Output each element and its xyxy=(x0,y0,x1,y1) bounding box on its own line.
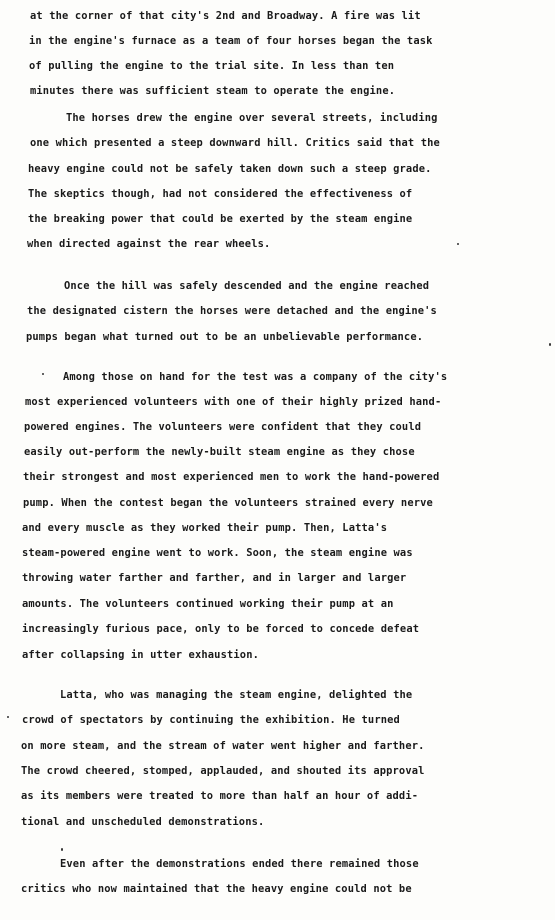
ink-speck xyxy=(42,373,44,375)
ink-speck xyxy=(7,716,9,718)
paragraph-5-line-3: on more steam, and the stream of water went higher and farther. xyxy=(21,740,425,752)
paragraph-4-line-4: easily out-perform the newly-built steam engine as they chose xyxy=(24,446,415,458)
paragraph-1-line-4: minutes there was sufficient steam to operate the engine. xyxy=(30,85,396,97)
paragraph-2-line-4: The skeptics though, had not considered the effectiveness of xyxy=(28,188,413,200)
ink-speck xyxy=(549,343,551,346)
paragraph-1-line-2: in the engine's furnace as a team of four horses began the task xyxy=(29,35,433,47)
ink-speck xyxy=(457,243,459,245)
paragraph-5-line-2: crowd of spectators by continuing the exhibition. He turned xyxy=(22,714,400,726)
paragraph-5-line-1: Latta, who was managing the steam engine, delighted the xyxy=(60,689,413,701)
paragraph-2-line-1: The horses drew the engine over several streets, including xyxy=(66,112,438,124)
paragraph-3-line-1: Once the hill was safely descended and the engine reached xyxy=(64,280,430,292)
paragraph-4-line-6: pump. When the contest began the volunteers strained every nerve xyxy=(23,497,433,509)
paragraph-6-line-1: Even after the demonstrations ended there remained those xyxy=(60,858,419,870)
paragraph-2-line-2: one which presented a steep downward hill. Critics said that the xyxy=(30,137,440,149)
paragraph-2-line-6: when directed against the rear wheels. xyxy=(27,238,271,250)
paragraph-4-line-11: increasingly furious pace, only to be forced to concede defeat xyxy=(22,623,420,635)
paragraph-5-line-5: as its members were treated to more than half an hour of addi- xyxy=(21,790,419,802)
paragraph-5-line-4: The crowd cheered, stomped, applauded, and shouted its approval xyxy=(21,765,425,777)
paragraph-1-line-3: of pulling the engine to the trial site. In less than ten xyxy=(29,60,395,72)
paragraph-4-line-3: powered engines. The volunteers were confident that they could xyxy=(24,421,422,433)
paragraph-4-line-7: and every muscle as they worked their pump. Then, Latta's xyxy=(22,522,388,534)
paragraph-3-line-3: pumps began what turned out to be an unbelievable performance. xyxy=(26,331,424,343)
paragraph-4-line-2: most experienced volunteers with one of their highly prized hand- xyxy=(25,396,442,408)
paragraph-3-line-2: the designated cistern the horses were detached and the engine's xyxy=(27,305,437,317)
paragraph-2-line-3: heavy engine could not be safely taken down such a steep grade. xyxy=(28,163,432,175)
paragraph-4-line-10: amounts. The volunteers continued working their pump at an xyxy=(22,598,394,610)
paragraph-6-line-2: critics who now maintained that the heavy engine could not be xyxy=(21,883,412,895)
paragraph-1-line-1: at the corner of that city's 2nd and Broadway. A fire was lit xyxy=(30,10,421,22)
paragraph-5-line-6: tional and unscheduled demonstrations. xyxy=(21,816,265,828)
paragraph-4-line-1: Among those on hand for the test was a company of the city's xyxy=(63,371,448,383)
ink-speck xyxy=(61,848,63,851)
paragraph-4-line-12: after collapsing in utter exhaustion. xyxy=(22,649,260,661)
paragraph-4-line-8: steam-powered engine went to work. Soon, the steam engine was xyxy=(22,547,413,559)
paragraph-4-line-5: their strongest and most experienced men to work the hand-powered xyxy=(23,471,440,483)
paragraph-2-line-5: the breaking power that could be exerted by the steam engine xyxy=(28,213,413,225)
paragraph-4-line-9: throwing water farther and farther, and in larger and larger xyxy=(22,572,407,584)
